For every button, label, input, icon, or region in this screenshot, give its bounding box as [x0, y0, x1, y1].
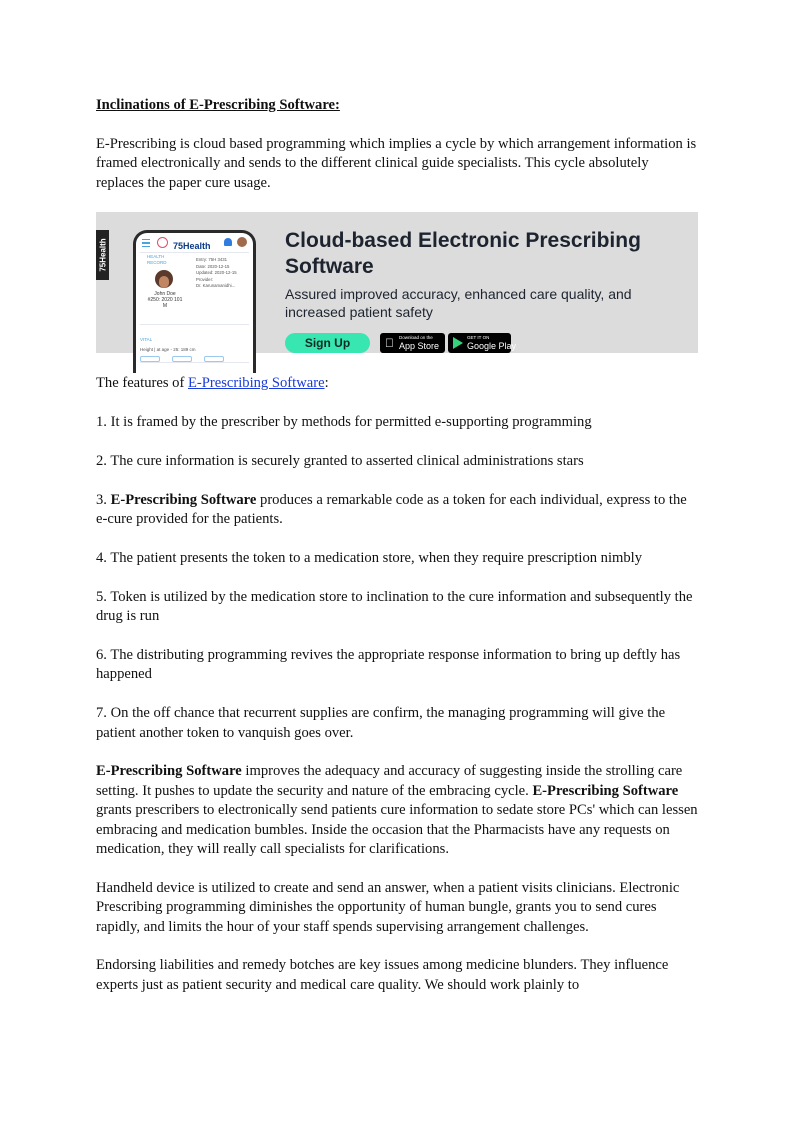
feature-item-2: 2. The cure information is securely granted to asserted clinical administrations stars	[96, 453, 584, 469]
avatar	[237, 237, 247, 247]
apple-icon	[385, 336, 394, 350]
signup-button[interactable]: Sign Up	[285, 333, 370, 353]
section-heading: Inclinations of E-Prescribing Software:	[96, 97, 340, 113]
patient-sex: M	[162, 303, 168, 310]
e-prescribing-link[interactable]: E-Prescribing Software	[187, 375, 325, 392]
vitals-label: VITAL	[140, 337, 153, 343]
body-paragraph-1: E-Prescribing Software improves the adequacy and accuracy of suggesting inside the strolling care setting. It pushes to update the security and nature of the embracing cycle. E-Prescribing Software grants prescribers to electronically send patients cure information to sedate store PCs' which can lessen embracing and medication bumbles. Inside the occasion that the Pharmacists have any requests on medication, they will really call specialists for clarifications.	[96, 763, 698, 858]
vitals-line: Height | at age - 25: 189 cm	[140, 347, 196, 353]
body-paragraph-2: Handheld device is utilized to create and send an answer, when a patient visits clinicians. Electronic Prescribing programming diminishes the opportunity of human bungle, grants you to send cures rapidly, and limits the hour of your staff spends supervising arrangement challenges.	[96, 879, 680, 935]
feature-item-7: 7. On the off chance that recurrent supplies are confirm, the managing programming will give the patient another token to vanquish goes over.	[96, 705, 666, 741]
google-play-icon	[453, 337, 463, 349]
app-store-button[interactable]: Download on the App Store	[380, 333, 445, 353]
document-page	[96, 96, 698, 1015]
patient-name: John Doe	[154, 291, 176, 298]
banner-title: Cloud-based Electronic Prescribing Software	[285, 229, 641, 279]
brand-tab: 75Health	[96, 230, 109, 280]
app-brand: 75Health	[173, 241, 211, 252]
phone-header	[140, 237, 249, 252]
features-intro: The features of E-Prescribing Software:	[96, 375, 329, 392]
banner-subtitle: Assured improved accuracy, enhanced care quality, and increased patient safety	[285, 286, 632, 321]
bell-icon	[224, 238, 232, 246]
feature-item-5: 5. Token is utilized by the medication store to inclination to the cure information and subsequently the drug is run	[96, 588, 693, 625]
feature-item-4: 4. The patient presents the token to a medication store, when they require prescription nimbly	[96, 550, 643, 566]
app-logo-icon	[157, 237, 168, 248]
record-info: Entry: 75H 3431 Date: 2020-12-15 Updated: 2020-12-15 Provider: Dr. Karunamanidhi...	[196, 257, 237, 289]
feature-item-6: 6. The distributing programming revives the appropriate response information to bring up deftly has happened	[96, 647, 681, 683]
feature-item-3: 3. E-Prescribing Software produces a remarkable code as a token for each individual, express to the e-cure provided for the patients.	[96, 491, 687, 528]
patient-photo	[155, 270, 173, 288]
allergy-label	[140, 365, 249, 373]
promo-banner[interactable]	[96, 212, 698, 353]
phone-mockup	[133, 230, 256, 373]
google-play-button[interactable]: GET IT ON Google Play	[448, 333, 511, 353]
record-label: HEALTH RECORD	[147, 254, 167, 266]
patient-card	[140, 254, 190, 320]
menu-icon	[142, 239, 150, 247]
intro-paragraph: E-Prescribing is cloud based programming which implies a cycle by which arrangement information is framed electronically and sends to the different clinical guide specialists. This cycle absolutely replaces the paper cure usage.	[96, 135, 697, 191]
feature-item-1: 1. It is framed by the prescriber by methods for permitted e-supporting programming	[96, 414, 592, 431]
body-paragraph-3: Endorsing liabilities and remedy botches are key issues among medicine blunders. They influence experts just as patient security and medical care quality. We should work plainly to	[96, 957, 669, 993]
patient-id: #250: 2020 101	[147, 297, 183, 304]
